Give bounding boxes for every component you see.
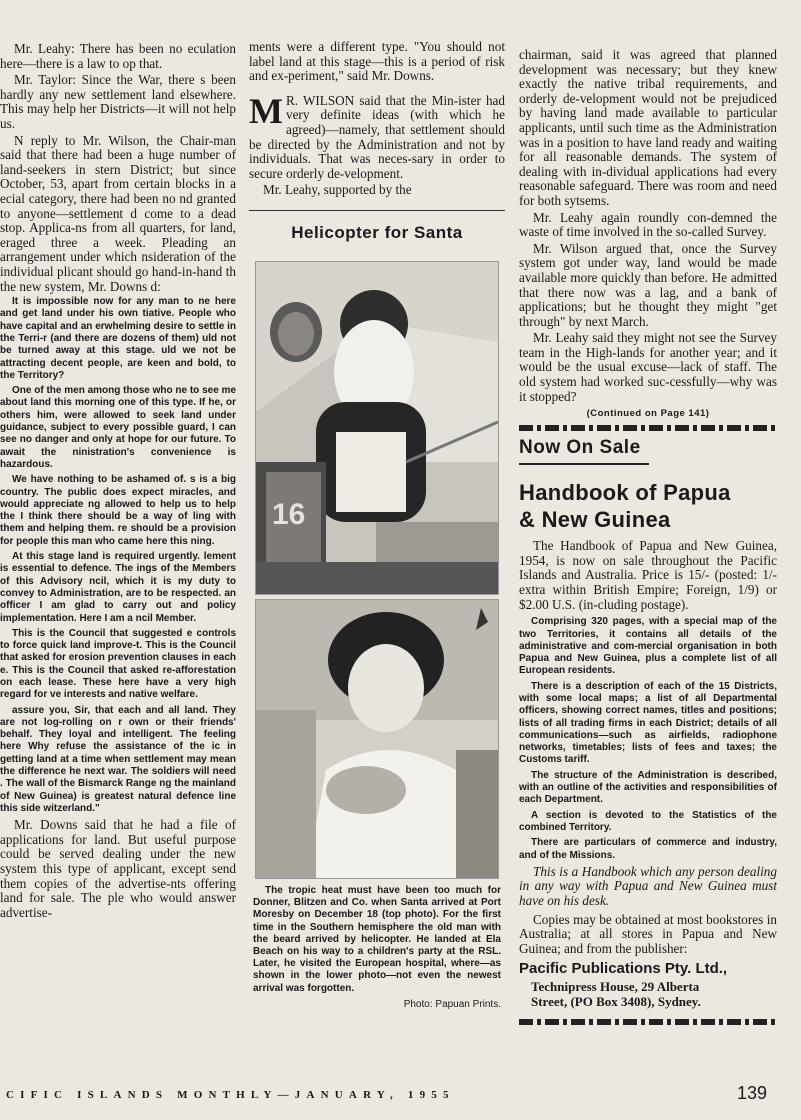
- right-column-paragraph: chairman, said it was agreed that planned development was necessary; but they knew exactly the native tribal requirements, and orderly de-velopment would not be prejudiced by having land made available to particular applicants, until such time as the Administration was in a position to have land ready and waiting for all reasonable demands. The system of dealing with in-dividual applications had every reasonable safeguard. There was room and need for both sytsems.: [519, 48, 777, 208]
- book-italic-note: This is a Handbook which any person dealing in any way with Papua and New Guinea must have on his desk.: [519, 863, 777, 909]
- hospital-nurse-photo: [255, 599, 499, 879]
- left-column-paragraph: One of the men among those who ne to see me about land this morning one of this type. If he, or others him, were allowed to seek land under guidance, subject to every possible guard, I can see no danger and only at hope for our future. To await the ninistration's convenience is hazardous.: [0, 385, 236, 470]
- left-column-paragraph: assure you, Sir, that each and all land. They are not log-rolling on r own or their friends' behalf. They loyal and intelligent. The feeling here Why refuse the assistance of the ic in getting land at a time when settlement may mean the difference he next war. The soldiers will need . The wall of the Bismarck Range ng the mainland of New Guinea) is greatest natural defence line this side witzerland.": [0, 704, 236, 814]
- dashed-rule-bottom: [519, 1019, 777, 1025]
- photo-feature-title: Helicopter for Santa: [291, 222, 463, 242]
- now-on-sale-heading: Now On Sale: [519, 437, 641, 459]
- left-column-paragraph: At this stage land is required urgently. lement is essential to defence. The ings of the Members of this Advisory ncil, which it is my duty to convey to Administration, are to be respected. an officer I am glad to carry out and policy implementation. Here I am a ncil Member.: [0, 551, 236, 624]
- section-rule: [249, 210, 505, 211]
- svg-text:16: 16: [272, 497, 306, 531]
- left-column-paragraph: N reply to Mr. Wilson, the Chair-man said that there had been a huge number of land-seekers in stern District; but since October, 53, apart from certain blocks in a ecial category, there had been no nd granted to anyone—settlement d come to a dead stop. Applica-ns from all quarters, for land, eraged three a week. Pleading an arrangement under which nsideration of the individual plicant should go hand-in-hand th the new system, Mr. Downs d:: [0, 132, 236, 294]
- left-column-paragraph: Mr. Downs said that he had a file of applications for land. But useful purpose could be served dealing under the new system this type of applicant, except send them copies of the advertise-nts offering land for sale. The ple who would answer advertise-: [0, 817, 236, 920]
- page-number: 139: [736, 1083, 767, 1103]
- book-title-line1: Handbook of Papua: [519, 480, 731, 506]
- running-title: CIFIC ISLANDS MONTHLY—JANUARY, 1955: [6, 1089, 455, 1101]
- copies-note: Copies may be obtained at most bookstores in Australia; at all stores in Papua and New Guinea; and from the publisher:: [519, 911, 777, 956]
- column-left: [0, 42, 236, 1072]
- dashed-rule: [519, 425, 777, 431]
- book-detail-paragraph: There is a description of each of the 15 Districts, with some local maps; a list of all Departmental officers, showing correct names, titles and positions; lists of all trading firms in each District; details of all communications—such as airfields, radiophone networks, timetables; lists of fees and taxes; the Customs tariff.: [519, 680, 777, 766]
- heading-underline: [519, 463, 649, 465]
- left-column-paragraph: We have nothing to be ashamed of. s is a big country. The public does expect miracles, and would appreciate ng allowed to help us to help the I think there should be a way of ling with them and helping them. re should be a provision for people this man who came here this ning.: [0, 474, 236, 547]
- book-detail-paragraph: The structure of the Administration is described, with an outline of the activities and responsibilities of each Department.: [519, 769, 777, 806]
- left-column-paragraph: It is impossible now for any man to ne here and get land under his own tiative. People who have capital and an erwhelming desire to settle in the Terri-r (and there are dozens of them) uld not be turned away at this stage. uld we not be attracting decent people, are keen and bold, to the Territory?: [0, 296, 236, 381]
- book-intro: The Handbook of Papua and New Guinea, 1954, is now on sale throughout the Pacific Islands and Australia. Price is 15/- (posted: 1/- extra within British Empire; Foreign, 1/9) or $2.00 U.S. (in-cluding postage).: [519, 538, 777, 612]
- santa-helicopter-photo-art: [256, 262, 498, 594]
- column-right: [519, 48, 777, 1068]
- drop-cap: M: [249, 90, 283, 131]
- book-detail-paragraph: A section is devoted to the Statistics of the combined Territory.: [519, 809, 777, 833]
- right-column-paragraph: Mr. Leahy again roundly con-demned the waste of time involved in the so-called Survey.: [519, 209, 777, 240]
- publisher-address-2: Street, (PO Box 3408), Sydney.: [531, 994, 701, 1010]
- left-column-paragraph: Mr. Leahy: There has been no eculation here—there is a law to op that.: [0, 42, 236, 71]
- publisher-address-1: Technipress House, 29 Alberta: [531, 979, 700, 995]
- photo-caption: The tropic heat must have been too much for Donner, Blitzen and Co. when Santa arrived at Port Moresby on December 18 (top photo). For the first time in the Southern hemisphere the old man with the beard arrived by helicopter. He landed at Ela Beach on his way to a children's party at the RSL. Later, he visited the European hospital, where—as shown in the lower photo—not even the newest arrival was forgotten.: [253, 884, 501, 994]
- wilson-paragraph: R. WILSON said that the Min-ister had very definite ideas (with which he agreed)—namely, that settlement should be directed by the Administration and not by individuals. That was neces-sary in order to secure orderly de-velopment.: [249, 92, 505, 181]
- photo-credit: Photo: Papuan Prints.: [403, 998, 501, 1010]
- book-detail-paragraph: Comprising 320 pages, with a special map of the two Territories, it contains all details of the administrative and com-mercial organisation in both Papua and New Guinea, plus a complete list of all European residents.: [519, 616, 777, 677]
- downs-quote: ments were a different type. "You should not label land at this stage—this is a period of risk and ex-periment," said Mr. Downs.: [249, 40, 505, 84]
- article-continuation: [519, 48, 777, 404]
- left-column-paragraph: This is the Council that suggested e controls to force quick land improve-t. This is the Council that asked for erosion prevention clauses in each e. This is the Council that asked re-afforestation on each lease. These here have a very high regard for ve interests and native welfare.: [0, 627, 236, 701]
- page-footer: [0, 1083, 801, 1107]
- leahy-line: Mr. Leahy, supported by the: [263, 182, 412, 198]
- book-title-line2: & New Guinea: [519, 507, 671, 533]
- right-column-paragraph: Mr. Leahy said they might not see the Survey team in the High-lands for another year; and it would be the usual excuse—lack of staff. The old system had worked suc-cessfully—why was it stopped?: [519, 330, 777, 404]
- continued-note: (Continued on Page 141): [586, 408, 710, 420]
- book-detail-paragraph: There are particulars of commerce and industry, and of the Missions.: [519, 837, 777, 861]
- right-column-paragraph: Mr. Wilson argued that, once the Survey system got under way, land would be made available more quickly than before. He admitted that there now was a lag, and a bank of applications; but he thought they might "get through" by next March.: [519, 240, 777, 329]
- left-column-paragraph: Mr. Taylor: Since the War, there s been hardly any new settlement land elsewhere. This may help her Districts—it will not help us.: [0, 72, 236, 131]
- book-title: [519, 479, 777, 533]
- column-middle: [249, 40, 505, 1070]
- book-details: [519, 616, 777, 862]
- hospital-nurse-photo-art: [256, 600, 498, 878]
- santa-helicopter-photo: [255, 261, 499, 595]
- publisher-name: Pacific Publications Pty. Ltd.,: [519, 960, 728, 978]
